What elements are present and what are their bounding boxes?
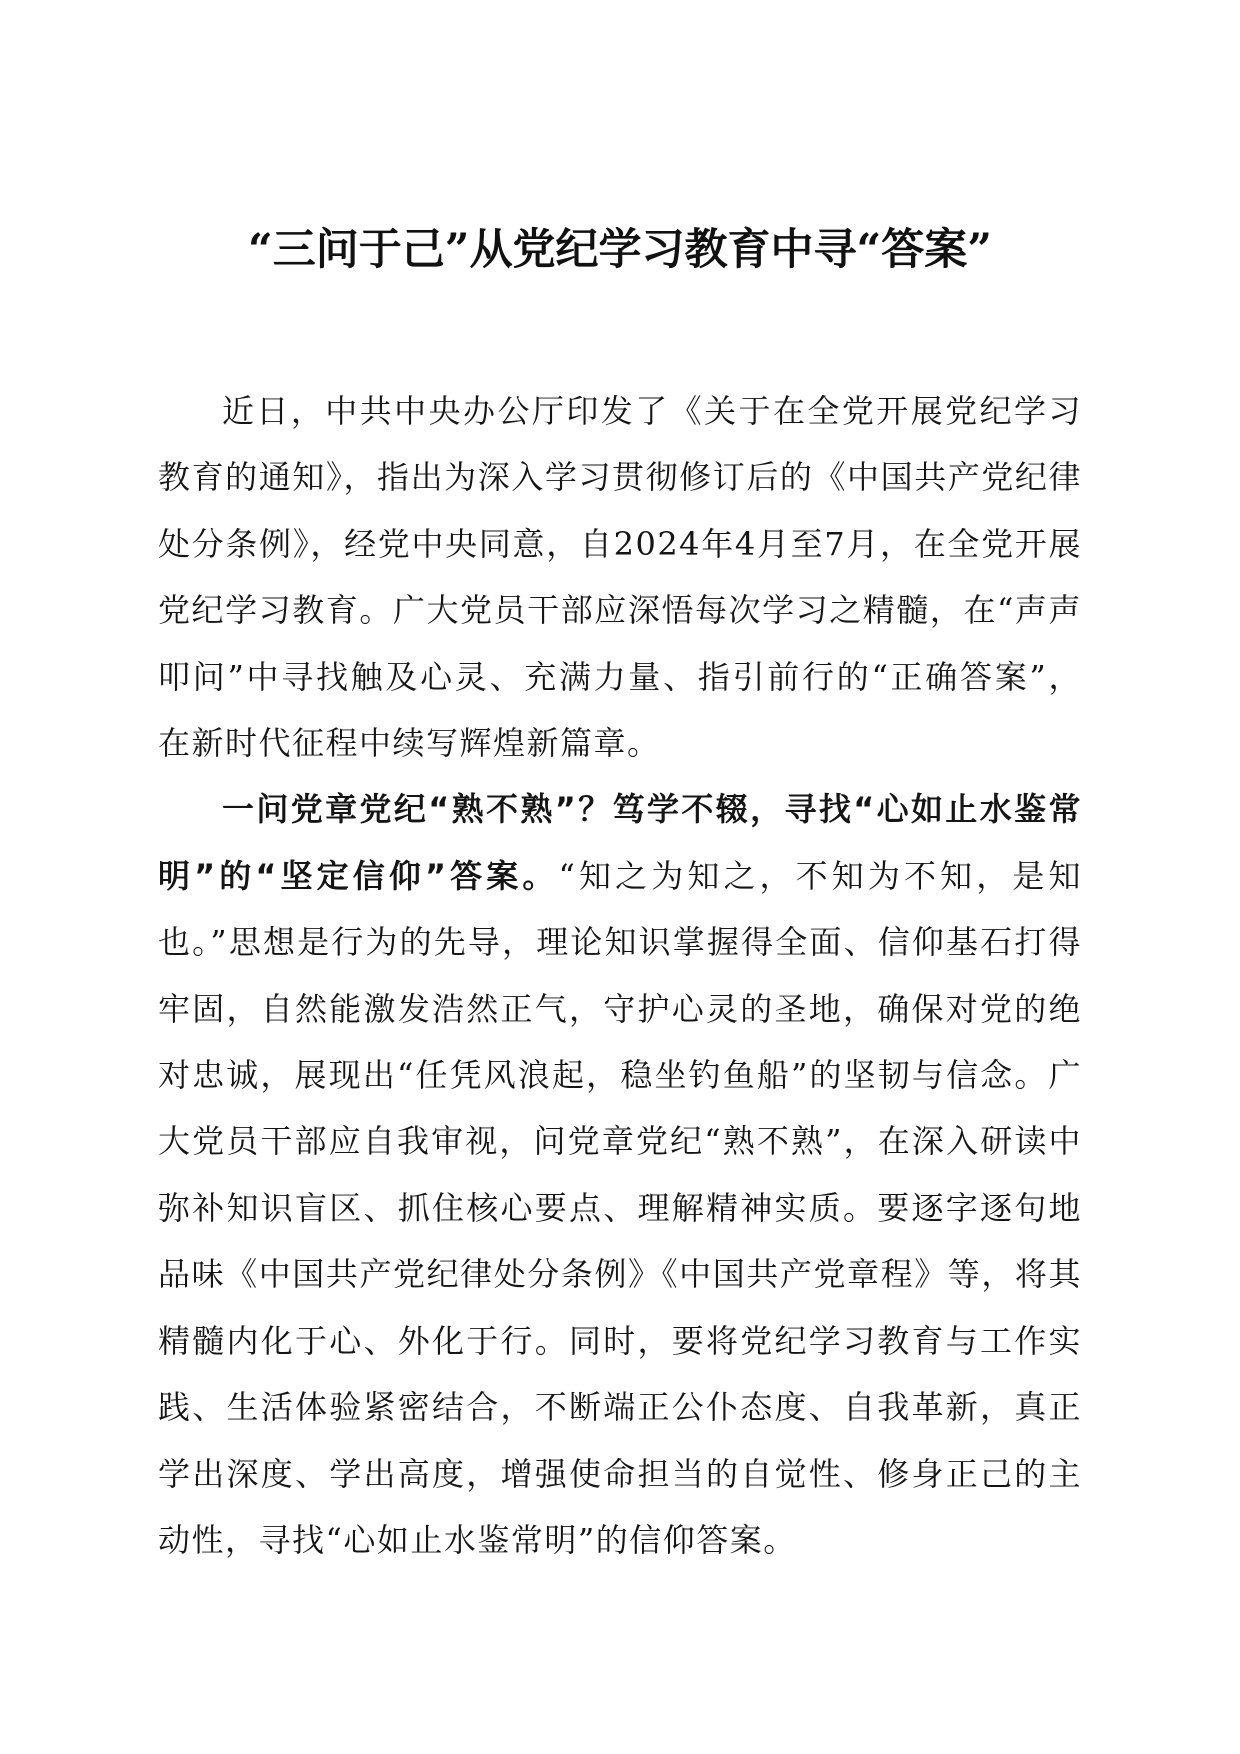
paragraph-question-one-heading: 一问党章党纪“熟不熟”？笃学不辍，寻找“心如止水鉴常明”的“坚定信仰”答案。 bbox=[158, 790, 1082, 895]
document-title: “三问于己”从党纪学习教育中寻“答案” bbox=[248, 225, 992, 275]
paragraph-question-one-text: “知之为知之，不知为不知，是知也。”思想是行为的先导，理论知识掌握得全面、信仰基石打得牢固，自然能激发浩然正气，守护心灵的圣地，确保对党的绝对忠诚，展现出“任凭风浪起，稳坐钓鱼船”的坚韧与信念。广大党员干部应自我审视，问党章党纪“熟不熟”，在深入研读中弥补知识盲区、抓住核心要点、理解精神实质。要逐字逐句地品味《中国共产党纪律处分条例》《中国共产党章程》等，将其精髓内化于心、外化于行。同时，要将党纪学习教育与工作实践、生活体验紧密结合，不断端正公仆态度、自我革新，真正学出深度、学出高度，增强使命担当的自觉性、修身正己的主动性，寻找“心如止水鉴常明”的信仰答案。 bbox=[158, 856, 1082, 1559]
paragraph-intro-text: 近日，中共中央办公厅印发了《关于在全党开展党纪学习教育的通知》，指出为深入学习贯彻修订后的《中国共产党纪律处分条例》，经党中央同意，自2024年4月至7月，在全党开展党纪学习教育。广大党员干部应深悟每次学习之精髓，在“声声叩问”中寻找触及心灵、充满力量、指引前行的“正确答案”，在新时代征程中续写辉煌新篇章。 bbox=[158, 392, 1082, 763]
paragraph-question-one bbox=[158, 776, 1082, 1573]
document-body bbox=[158, 378, 1082, 1573]
paragraph-intro bbox=[158, 378, 1082, 776]
